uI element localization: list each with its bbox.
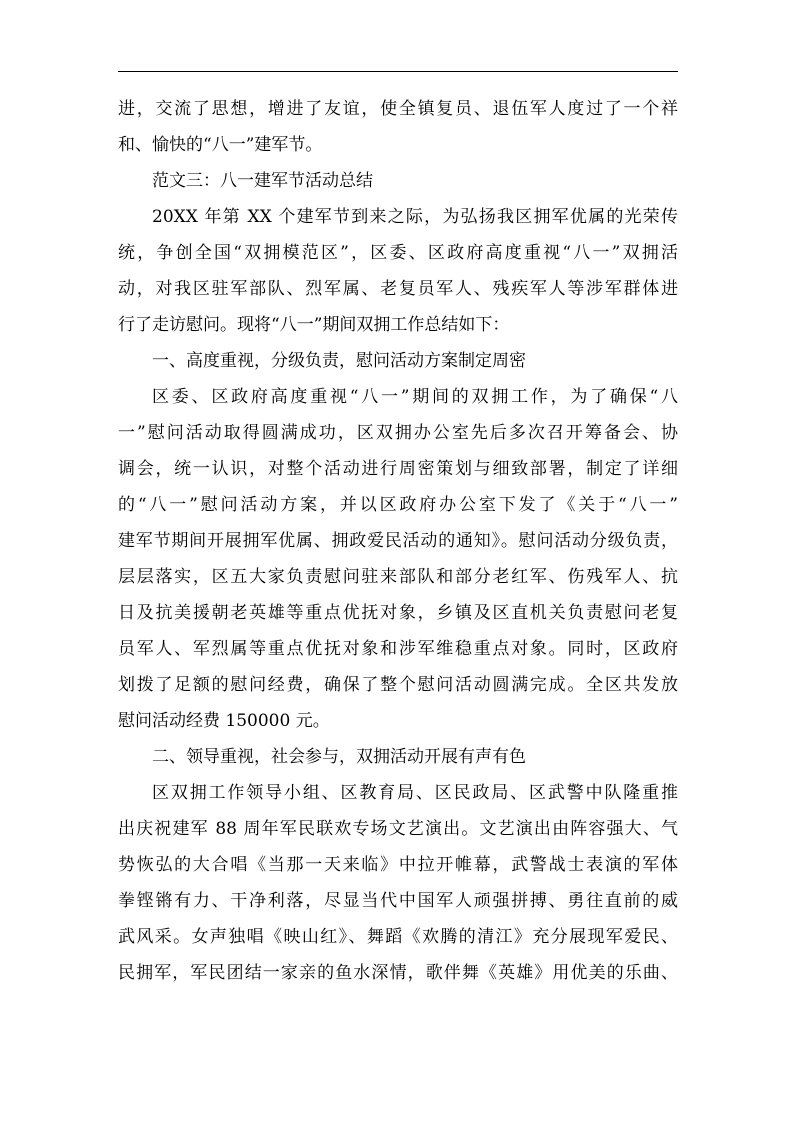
paragraph-line: 行了走访慰问。现将“八一”期间双拥工作总结如下： bbox=[118, 315, 510, 335]
paragraph-line: 拳铿锵有力、干净利落，尽显当代中国军人顽强拼搏、勇往直前的威 bbox=[118, 891, 678, 911]
header-rule bbox=[118, 71, 678, 72]
paragraph-line: 出庆祝建军 88 周年军民联欢专场文艺演出。文艺演出由阵容强大、气 bbox=[118, 819, 678, 839]
paragraph-line: 民拥军，军民团结一家亲的鱼水深情，歌伴舞《英雄》用优美的乐曲、 bbox=[118, 963, 678, 983]
paragraph-line: 20XX 年第 XX 个建军节到来之际，为弘扬我区拥军优属的光荣传 bbox=[152, 207, 678, 227]
paragraph-line: 统，争创全国“双拥模范区”，区委、区政府高度重视“八一”双拥活 bbox=[118, 243, 678, 263]
section-heading: 二、领导重视，社会参与，双拥活动开展有声有色 bbox=[152, 747, 526, 767]
paragraph-line: 慰问活动经费 150000 元。 bbox=[118, 711, 330, 731]
paragraph-line: 层层落实，区五大家负责慰问驻来部队和部分老红军、伤残军人、抗 bbox=[118, 567, 678, 587]
paragraph-line: 建军节期间开展拥军优属、拥政爱民活动的通知》。慰问活动分级负责， bbox=[118, 531, 678, 551]
paragraph-line: 划拨了足额的慰问经费，确保了整个慰问活动圆满完成。全区共发放 bbox=[118, 675, 678, 695]
section-title: 范文三：八一建军节活动总结 bbox=[152, 171, 373, 191]
paragraph-line: 的“八一”慰问活动方案，并以区政府办公室下发了《关于“八一” bbox=[118, 495, 678, 515]
paragraph-line: 调会，统一认识，对整个活动进行周密策划与细致部署，制定了详细 bbox=[118, 459, 678, 479]
paragraph-line: 势恢弘的大合唱《当那一天来临》中拉开帷幕，武警战士表演的军体 bbox=[118, 855, 678, 875]
paragraph-line: 区双拥工作领导小组、区教育局、区民政局、区武警中队隆重推 bbox=[152, 783, 678, 803]
paragraph-line: 进，交流了思想，增进了友谊，使全镇复员、退伍军人度过了一个祥 bbox=[118, 99, 678, 119]
paragraph-line: 动，对我区驻军部队、烈军属、老复员军人、残疾军人等涉军群体进 bbox=[118, 279, 678, 299]
paragraph-line: 一”慰问活动取得圆满成功，区双拥办公室先后多次召开筹备会、协 bbox=[118, 423, 678, 443]
paragraph-line: 和、愉快的“八一”建军节。 bbox=[118, 135, 323, 155]
paragraph-line: 区委、区政府高度重视“八一”期间的双拥工作，为了确保“八 bbox=[152, 387, 678, 407]
document-body bbox=[118, 91, 678, 991]
paragraph-line: 员军人、军烈属等重点优抚对象和涉军维稳重点对象。同时，区政府 bbox=[118, 639, 678, 659]
paragraph-line: 武风采。女声独唱《映山红》、舞蹈《欢腾的清江》充分展现军爱民、 bbox=[118, 927, 678, 947]
section-heading: 一、高度重视，分级负责，慰问活动方案制定周密 bbox=[152, 351, 526, 371]
paragraph-line: 日及抗美援朝老英雄等重点优抚对象，乡镇及区直机关负责慰问老复 bbox=[118, 603, 678, 623]
